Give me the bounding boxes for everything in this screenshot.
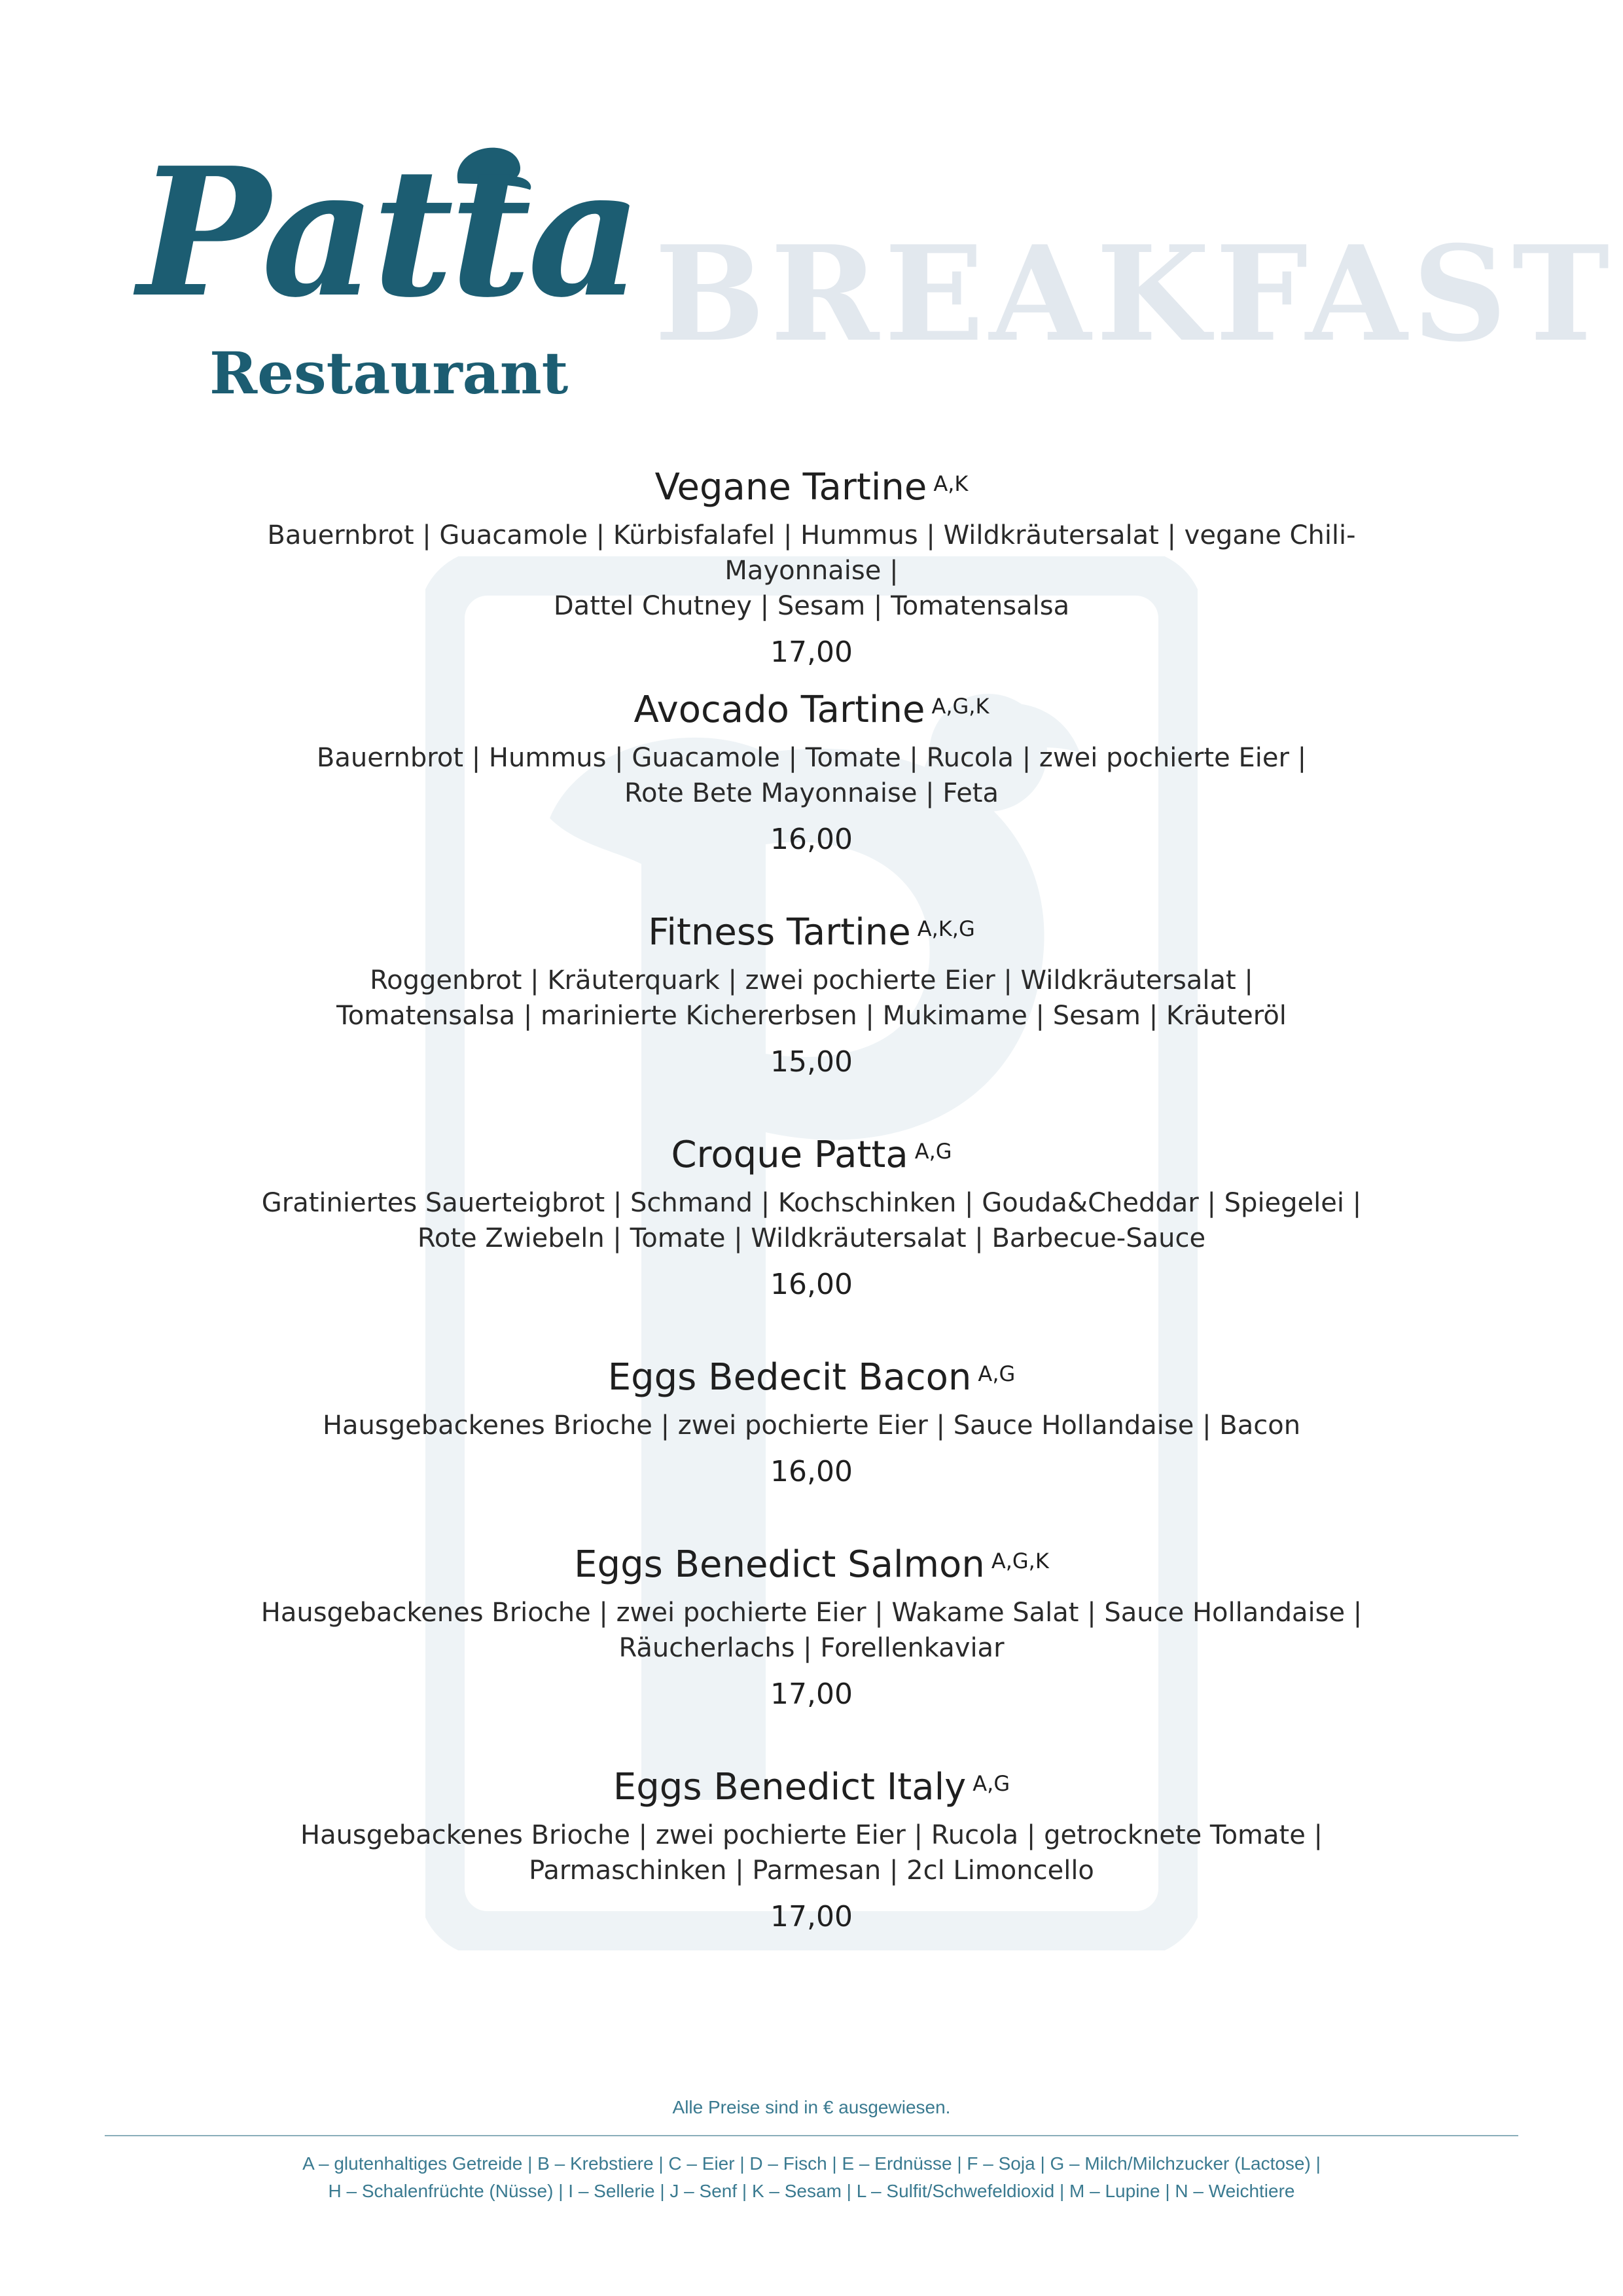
allergen-legend-line: A – glutenhaltiges Getreide | B – Krebstiere | C – Eier | D – Fisch | E – Erdnüsse | F – Soja | G – Milch/Milchzucker (Lactose) | [302, 2153, 1321, 2174]
menu-item [196, 906, 1427, 1129]
brand-logo [137, 128, 639, 419]
item-name: Fitness Tartine [648, 911, 911, 954]
menu-item [196, 684, 1427, 906]
item-description-line: Bauernbrot | Guacamole | Kürbisfalafel | Hummus | Wildkräutersalat | vegane Chili-Mayonnaise | [267, 520, 1356, 586]
item-name: Eggs Bedecit Bacon [607, 1356, 972, 1399]
item-description-line: Rote Zwiebeln | Tomate | Wildkräutersalat | Barbecue-Sauce [417, 1223, 1206, 1253]
item-description [196, 1818, 1427, 1888]
item-price: 16,00 [770, 1268, 853, 1301]
item-description [196, 740, 1427, 811]
item-name: Avocado Tartine [633, 689, 925, 731]
item-allergens: A,G [978, 1361, 1016, 1386]
item-description-line: Gratiniertes Sauerteigbrot | Schmand | Kochschinken | Gouda&Cheddar | Spiegelei | [261, 1188, 1362, 1218]
menu-list [196, 461, 1427, 1984]
item-description [196, 1185, 1427, 1256]
menu-item [196, 1129, 1427, 1352]
item-price: 15,00 [770, 1045, 853, 1079]
item-description-line: Rote Bete Mayonnaise | Feta [624, 778, 999, 808]
price-note: Alle Preise sind in € ausgewiesen. [672, 2097, 951, 2117]
item-description-line: Bauernbrot | Hummus | Guacamole | Tomate | Rucola | zwei pochierte Eier | [316, 743, 1307, 773]
item-title [196, 1352, 1427, 1404]
item-allergens: A,G,K [931, 694, 990, 719]
item-description-line: Hausgebackenes Brioche | zwei pochierte Eier | Wakame Salat | Sauce Hollandaise | [260, 1598, 1363, 1628]
item-title [196, 461, 1427, 514]
item-description-line: Tomatensalsa | marinierte Kichererbsen | Mukimame | Sesam | Kräuteröl [336, 1001, 1287, 1031]
item-description-line: Räucherlachs | Forellenkaviar [618, 1633, 1005, 1663]
item-description-line: Parmaschinken | Parmesan | 2cl Limoncello [529, 1856, 1094, 1886]
menu-item [196, 1352, 1427, 1539]
item-price: 17,00 [770, 636, 853, 669]
item-price: 16,00 [770, 1455, 853, 1488]
item-title [196, 1761, 1427, 1814]
menu-item [196, 461, 1427, 684]
footer-divider [105, 2135, 1518, 2136]
item-description [196, 1408, 1427, 1443]
item-title [196, 1129, 1427, 1181]
allergen-legend-line: H – Schalenfrüchte (Nüsse) | I – Sellerie | J – Senf | K – Sesam | L – Sulfit/Schwefeldioxid | M – Lupine | N – Weichtiere [328, 2181, 1295, 2201]
logo-subtitle: Restaurant [209, 339, 569, 407]
item-name: Croque Patta [671, 1134, 908, 1176]
item-description [196, 518, 1427, 624]
item-name: Eggs Benedict Italy [613, 1766, 967, 1808]
item-allergens: A,G,K [991, 1549, 1049, 1573]
item-allergens: A,K,G [917, 916, 975, 941]
item-description-line: Hausgebackenes Brioche | zwei pochierte Eier | Sauce Hollandaise | Bacon [322, 1410, 1301, 1441]
item-description [196, 963, 1427, 1033]
item-allergens: A,G [914, 1139, 952, 1164]
item-name: Eggs Benedict Salmon [574, 1543, 985, 1586]
menu-item [196, 1761, 1427, 1984]
item-title [196, 684, 1427, 736]
item-name: Vegane Tartine [654, 466, 927, 509]
item-description-line: Hausgebackenes Brioche | zwei pochierte Eier | Rucola | getrocknete Tomate | [300, 1820, 1323, 1850]
page-title: BREAKFAST [654, 217, 1615, 371]
item-title [196, 906, 1427, 959]
logo-wordmark: Patta [137, 128, 639, 336]
item-title [196, 1539, 1427, 1591]
item-allergens: A,G [972, 1771, 1010, 1796]
item-allergens: A,K [933, 471, 969, 496]
allergen-legend [0, 2150, 1623, 2205]
item-price: 17,00 [770, 1677, 853, 1711]
item-description [196, 1595, 1427, 1666]
menu-item [196, 1539, 1427, 1761]
item-price: 16,00 [770, 823, 853, 856]
item-price: 17,00 [770, 1900, 853, 1933]
item-description-line: Roggenbrot | Kräuterquark | zwei pochierte Eier | Wildkräutersalat | [370, 965, 1253, 996]
item-description-line: Dattel Chutney | Sesam | Tomatensalsa [553, 591, 1070, 621]
